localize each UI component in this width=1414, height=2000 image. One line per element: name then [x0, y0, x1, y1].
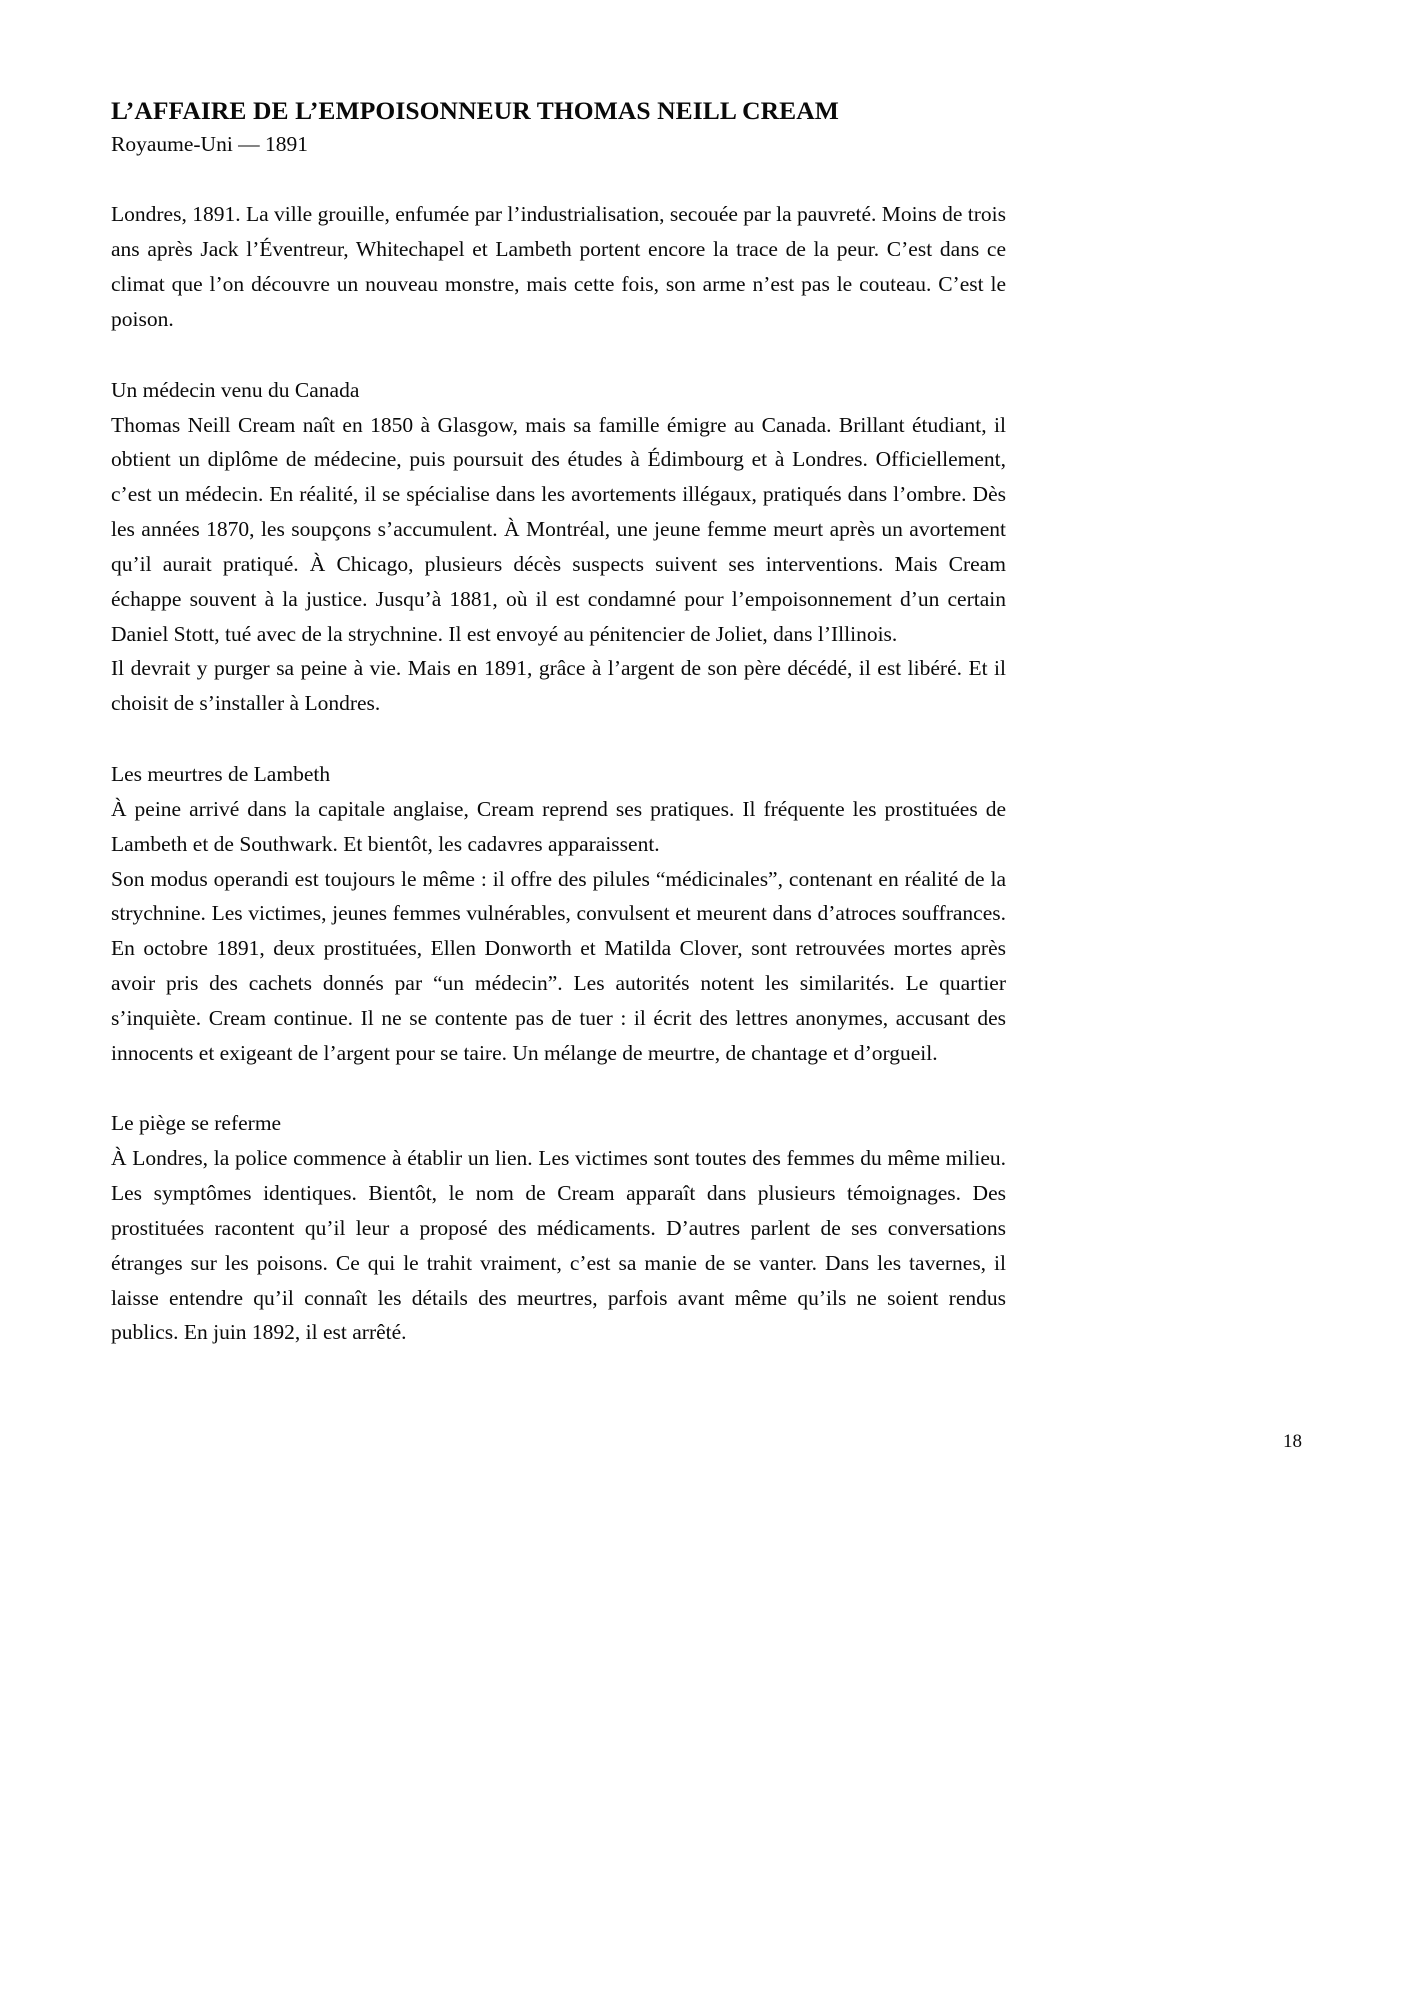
paragraph: À peine arrivé dans la capitale anglaise, Cream reprend ses pratiques. Il fréquente les prostituées de Lambeth et de Southwark. Et bientôt, les cadavres apparaissent. — [111, 796, 1006, 856]
paragraph: Il devrait y purger sa peine à vie. Mais en 1891, grâce à l’argent de son père décédé, il est libéré. Et il choisit de s’installer à Londres. — [111, 656, 1006, 716]
document-subtitle: Royaume-Uni — 1891 — [111, 131, 309, 156]
document-body — [111, 96, 1006, 1350]
section-un-medecin-venu-du-canada — [111, 373, 1006, 721]
page-title: L’AFFAIRE DE L’EMPOISONNEUR THOMAS NEILL CREAM — [111, 96, 839, 125]
section-heading: Le piège se referme — [111, 1111, 282, 1136]
page-number: 18 — [1283, 1431, 1302, 1452]
section-le-piege-se-referme — [111, 1106, 1006, 1350]
section-intro — [111, 197, 1006, 336]
paragraph: Londres, 1891. La ville grouille, enfumée par l’industrialisation, secouée par la pauvreté. Moins de trois ans après Jack l’Éventreur, Whitechapel et Lambeth portent encore la trace de la peur. C’est dans ce climat que l’on découvre un nouveau monstre, mais cette fois, son arme n’est pas le couteau. C’est le poison. — [111, 202, 1006, 331]
paragraph: Son modus operandi est toujours le même : il offre des pilules “médicinales”, contenant en réalité de la strychnine. Les victimes, jeunes femmes vulnérables, convulsent et meurent dans d’atroces souffrances. En octobre 1891, deux prostituées, Ellen Donworth et Matilda Clover, sont retrouvées mortes après avoir pris des cachets donnés par “un médecin”. Les autorités notent les similarités. Le quartier s’inquiète. Cream continue. Il ne se contente pas de tuer : il écrit des lettres anonymes, accusant des innocents et exigeant de l’argent pour se taire. Un mélange de meurtre, de chantage et d’orgueil. — [111, 866, 1006, 1065]
section-les-meurtres-de-lambeth — [111, 757, 1006, 1070]
paragraph: Thomas Neill Cream naît en 1850 à Glasgow, mais sa famille émigre au Canada. Brillant étudiant, il obtient un diplôme de médecine, puis poursuit des études à Édimbourg et à Londres. Officiellement, c’est un médecin. En réalité, il se spécialise dans les avortements illégaux, pratiqués dans l’ombre. Dès les années 1870, les soupçons s’accumulent. À Montréal, une jeune femme meurt après un avortement qu’il aurait pratiqué. À Chicago, plusieurs décès suspects suivent ses interventions. Mais Cream échappe souvent à la justice. Jusqu’à 1881, où il est condamné pour l’empoisonnement d’un certain Daniel Stott, tué avec de la strychnine. Il est envoyé au pénitencier de Joliet, dans l’Illinois. — [111, 412, 1006, 646]
paragraph: À Londres, la police commence à établir un lien. Les victimes sont toutes des femmes du même milieu. Les symptômes identiques. Bientôt, le nom de Cream apparaît dans plusieurs témoignages. Des prostituées racontent qu’il leur a proposé des médicaments. D’autres parlent de ses conversations étranges sur les poisons. Ce qui le trahit vraiment, c’est sa manie de se vanter. Dans les tavernes, il laisse entendre qu’il connaît les détails des meurtres, parfois avant même qu’ils ne soient rendus publics. En juin 1892, il est arrêté. — [111, 1146, 1006, 1345]
section-heading: Un médecin venu du Canada — [111, 377, 360, 402]
section-heading: Les meurtres de Lambeth — [111, 762, 331, 787]
